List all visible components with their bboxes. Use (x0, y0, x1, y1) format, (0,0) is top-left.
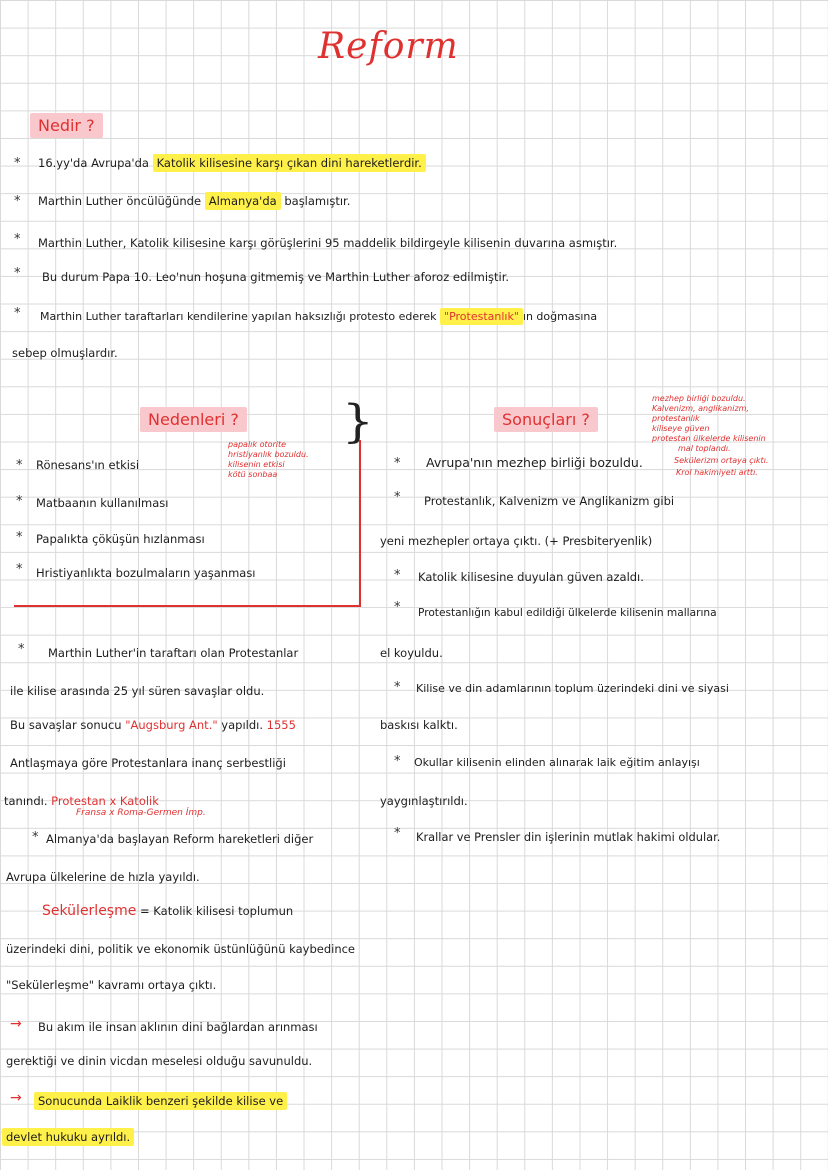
sonuclari-line-5: Protestanlığın kabul edildiği ülkelerde kilisenin mallarına (418, 607, 717, 619)
left-line-5: tanındı. Protestan x Katolik (4, 794, 159, 808)
nedenler-item-1: Rönesans'ın etkisi (36, 458, 140, 472)
left-line-3: Bu savaşlar sonucu "Augsburg Ant." yapıldı. 1555 (10, 718, 296, 732)
nedenler-note-1: papalık otorite (228, 440, 287, 449)
sonuclari-line-4: Katolik kilisesine duyulan güven azaldı. (418, 570, 644, 584)
left-line-12: gerektiği ve dinin vicdan meselesi olduğu savunuldu. (6, 1054, 313, 1068)
bullet-icon: * (394, 456, 401, 471)
sonuclari-line-3: yeni mezhepler ortaya çıktı. (+ Presbiteryenlik) (380, 534, 653, 548)
sonuclari-line-9: Okullar kilisenin elinden alınarak laik eğitim anlayışı (414, 756, 700, 769)
sonuclari-line-6: el koyuldu. (380, 646, 443, 660)
sonuclari-line-7: Kilise ve din adamlarının toplum üzerindeki dini ve siyasi (416, 682, 729, 695)
left-line-2: ile kilise arasında 25 yıl süren savaşlar oldu. (10, 684, 265, 698)
bullet-icon: * (394, 568, 401, 583)
sonuclari-line-2: Protestanlık, Kalvenizm ve Anglikanizm gibi (424, 494, 675, 508)
sonuclari-note-6: Sekülerizm ortaya çıktı. (674, 456, 769, 465)
sonuclari-line-8: baskısı kalktı. (380, 718, 458, 732)
nedenler-item-2: Matbaanın kullanılması (36, 496, 169, 510)
left-line-8: Sekülerleşme = Katolik kilisesi toplumun (42, 903, 294, 919)
nedir-line-3: Marthin Luther, Katolik kilisesine karşı görüşlerini 95 maddelik bildirgeyle kilisenin duvarına asmıştır. (38, 236, 618, 250)
bullet-icon: * (18, 642, 25, 657)
bullet-icon: * (14, 306, 21, 321)
nedir-line-2: Marthin Luther öncülüğünde Almanya'da başlamıştır. (38, 194, 351, 208)
nedenler-heading: Nedenleri ? (140, 410, 247, 429)
nedenler-item-3: Papalıkta çöküşün hızlanması (36, 532, 205, 546)
bullet-icon: * (16, 458, 23, 473)
nedir-line-4: Bu durum Papa 10. Leo'nun hoşuna gitmemiş ve Marthin Luther aforoz edilmiştir. (42, 270, 510, 284)
nedenler-note-4: kötü sonbaa (228, 470, 278, 479)
sonuclari-note-8: Krol hakimiyeti arttı. (676, 468, 758, 477)
bullet-icon: * (14, 194, 21, 209)
bullet-icon: * (14, 156, 21, 171)
arrow-right-icon: → (10, 1090, 22, 1106)
left-line-9: üzerindeki dini, politik ve ekonomik üstünlüğünü kaybedince (6, 942, 356, 956)
nedir-line-6: sebep olmuşlardır. (12, 346, 118, 360)
nedir-line-1: 16.yy'da Avrupa'da Katolik kilisesine karşı çıkan dini hareketlerdir. (38, 156, 426, 170)
left-line-11: Bu akım ile insan aklının dini bağlardan arınması (38, 1020, 318, 1034)
nedir-line-5: Marthin Luther taraftarları kendilerine yapılan haksızlığı protesto ederek "Protestanlık" ın doğmasına (40, 310, 598, 323)
bullet-icon: * (394, 490, 401, 505)
sonuclari-note-2: Kalvenizm, anglikanizm, (652, 404, 749, 413)
left-line-5-note: Fransa x Roma-Germen İmp. (76, 808, 206, 818)
left-line-13: Sonucunda Laiklik benzeri şekilde kilise ve (34, 1094, 287, 1108)
arrow-right-icon: → (10, 1016, 22, 1032)
bullet-icon: * (16, 530, 23, 545)
bullet-icon: * (394, 826, 401, 841)
sonuclari-note-3: protestanlık (652, 414, 700, 423)
bullet-icon: * (394, 754, 401, 769)
bullet-icon: * (394, 680, 401, 695)
bullet-icon: * (16, 562, 23, 577)
left-line-4: Antlaşmaya göre Protestanlara inanç serbestliği (10, 756, 286, 770)
sonuclari-note-4: kiliseye güven (652, 424, 710, 433)
sonuclari-note-7: mal toplandı. (678, 444, 731, 453)
sonuclari-line-1: Avrupa'nın mezhep birliği bozuldu. (426, 455, 643, 470)
left-line-6: Almanya'da başlayan Reform hareketleri diğer (46, 832, 314, 846)
left-line-1: Marthin Luther'in taraftarı olan Protestanlar (48, 646, 299, 660)
nedenler-note-2: hristiyanlık bozuldu. (228, 450, 309, 459)
bullet-icon: * (16, 494, 23, 509)
sonuclari-note-1: mezhep birliği bozuldu. (652, 394, 746, 403)
bullet-icon: * (394, 600, 401, 615)
sonuclari-line-11: Krallar ve Prensler din işlerinin mutlak hakimi oldular. (416, 830, 721, 844)
page-title: Reform (318, 26, 459, 67)
bullet-icon: * (14, 232, 21, 247)
sonuclari-note-5: protestan ülkelerde kilisenin (652, 434, 766, 443)
bullet-icon: * (32, 830, 39, 845)
bullet-icon: * (14, 266, 21, 281)
sonuclari-line-10: yaygınlaştırıldı. (380, 794, 468, 808)
left-line-10: "Sekülerleşme" kavramı ortaya çıktı. (6, 978, 217, 992)
nedir-heading: Nedir ? (30, 116, 103, 135)
sonuclari-heading: Sonuçları ? (494, 410, 598, 429)
brace-icon: } (342, 394, 374, 448)
left-line-14: devlet hukuku ayrıldı. (2, 1130, 134, 1144)
nedenler-note-3: kilisenin etkisi (228, 460, 285, 469)
left-line-7: Avrupa ülkelerine de hızla yayıldı. (6, 870, 200, 884)
nedenler-item-4: Hristiyanlıkta bozulmaların yaşanması (36, 566, 256, 580)
